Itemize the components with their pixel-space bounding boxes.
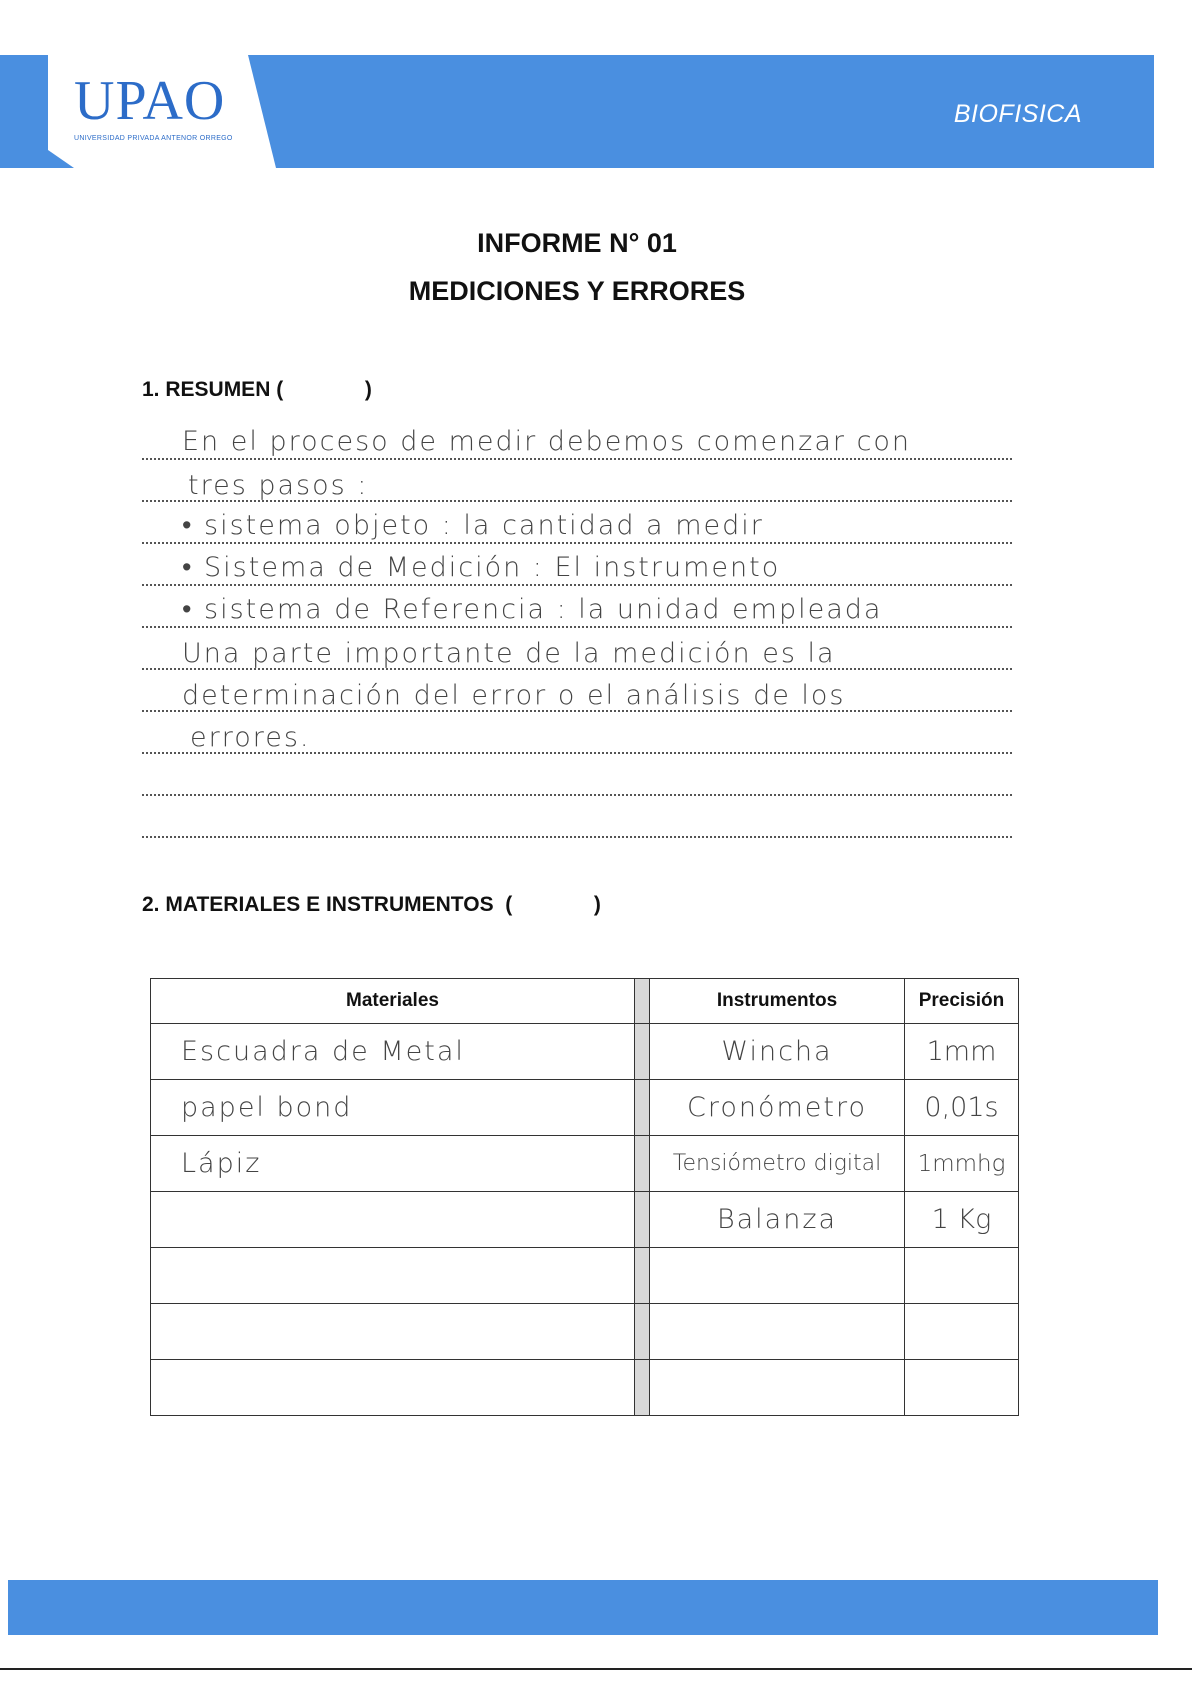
table-row [151,1248,1019,1304]
column-header-instrumentos: Instrumentos [650,979,905,1024]
report-subtitle: MEDICIONES Y ERRORES [408,276,746,306]
resumen-line: errores. [190,722,311,753]
resumen-line: • Sistema de Medición : El instrumento [182,552,781,583]
course-name: BIOFISICA [953,100,1082,128]
column-separator [635,1304,650,1360]
column-separator [635,1360,650,1416]
column-separator [635,1136,650,1192]
instrument-cell[interactable] [650,1248,905,1304]
table-row [151,1024,1019,1080]
ruled-line [142,668,1012,670]
materials-table [150,978,1019,1416]
ruled-line [142,752,1012,754]
resumen-line: • sistema objeto : la cantidad a medir [182,510,764,541]
ruled-line [142,500,1012,502]
precision-cell[interactable]: 1 Kg [905,1192,1019,1248]
column-header-materiales: Materiales [151,979,635,1024]
instrument-cell[interactable] [650,1304,905,1360]
resumen-heading: 1. RESUMEN ( ) [142,378,372,401]
resumen-line: • sistema de Referencia : la unidad empleada [182,594,883,625]
precision-cell[interactable] [905,1360,1019,1416]
table-row [151,1360,1019,1416]
materiales-heading: 2. MATERIALES E INSTRUMENTOS ( ) [142,893,601,916]
instrument-cell[interactable] [650,1360,905,1416]
column-separator [635,1080,650,1136]
table-row [151,1192,1019,1248]
ruled-line [142,542,1012,544]
resumen-line: Una parte importante de la medición es la [182,638,836,669]
resumen-line: determinación del error o el análisis de los [182,680,846,711]
material-cell[interactable] [151,1360,635,1416]
ruled-line [142,458,1012,460]
material-cell[interactable]: papel bond [151,1080,635,1136]
ruled-line [142,626,1012,628]
column-separator [635,1192,650,1248]
university-logo [48,55,276,168]
ruled-line [142,794,1012,796]
resumen-line: En el proceso de medir debemos comenzar con [182,426,912,457]
report-title: INFORME N° 01 [477,228,677,258]
resumen-line: tres pasos : [188,470,369,501]
resumen-answer-area[interactable] [142,418,1012,848]
column-separator [635,1248,650,1304]
table-row [151,1080,1019,1136]
material-cell[interactable]: Lápiz [151,1136,635,1192]
instrument-cell[interactable]: Tensiómetro digital [650,1136,905,1192]
precision-cell[interactable] [905,1248,1019,1304]
material-cell[interactable] [151,1192,635,1248]
instrument-cell[interactable]: Wincha [650,1024,905,1080]
precision-cell[interactable] [905,1304,1019,1360]
material-cell[interactable]: Escuadra de Metal [151,1024,635,1080]
ruled-line [142,710,1012,712]
material-cell[interactable] [151,1248,635,1304]
logo-text: UPAO [74,70,226,132]
ruled-line [142,584,1012,586]
logo-subtitle: UNIVERSIDAD PRIVADA ANTENOR ORREGO [74,135,233,142]
material-cell[interactable] [151,1304,635,1360]
column-header-precision: Precisión [905,979,1019,1024]
table-row [151,1136,1019,1192]
instrument-cell[interactable]: Cronómetro [650,1080,905,1136]
ruled-line [142,836,1012,838]
precision-cell[interactable]: 1mm [905,1024,1019,1080]
instrument-cell[interactable]: Balanza [650,1192,905,1248]
table-row [151,1304,1019,1360]
precision-cell[interactable]: 1mmhg [905,1136,1019,1192]
table-header-row [151,979,1019,1024]
column-separator [635,1024,650,1080]
page-edge-line [0,1668,1192,1670]
column-separator [635,979,650,1024]
precision-cell[interactable]: 0,01s [905,1080,1019,1136]
footer-band [8,1580,1158,1635]
